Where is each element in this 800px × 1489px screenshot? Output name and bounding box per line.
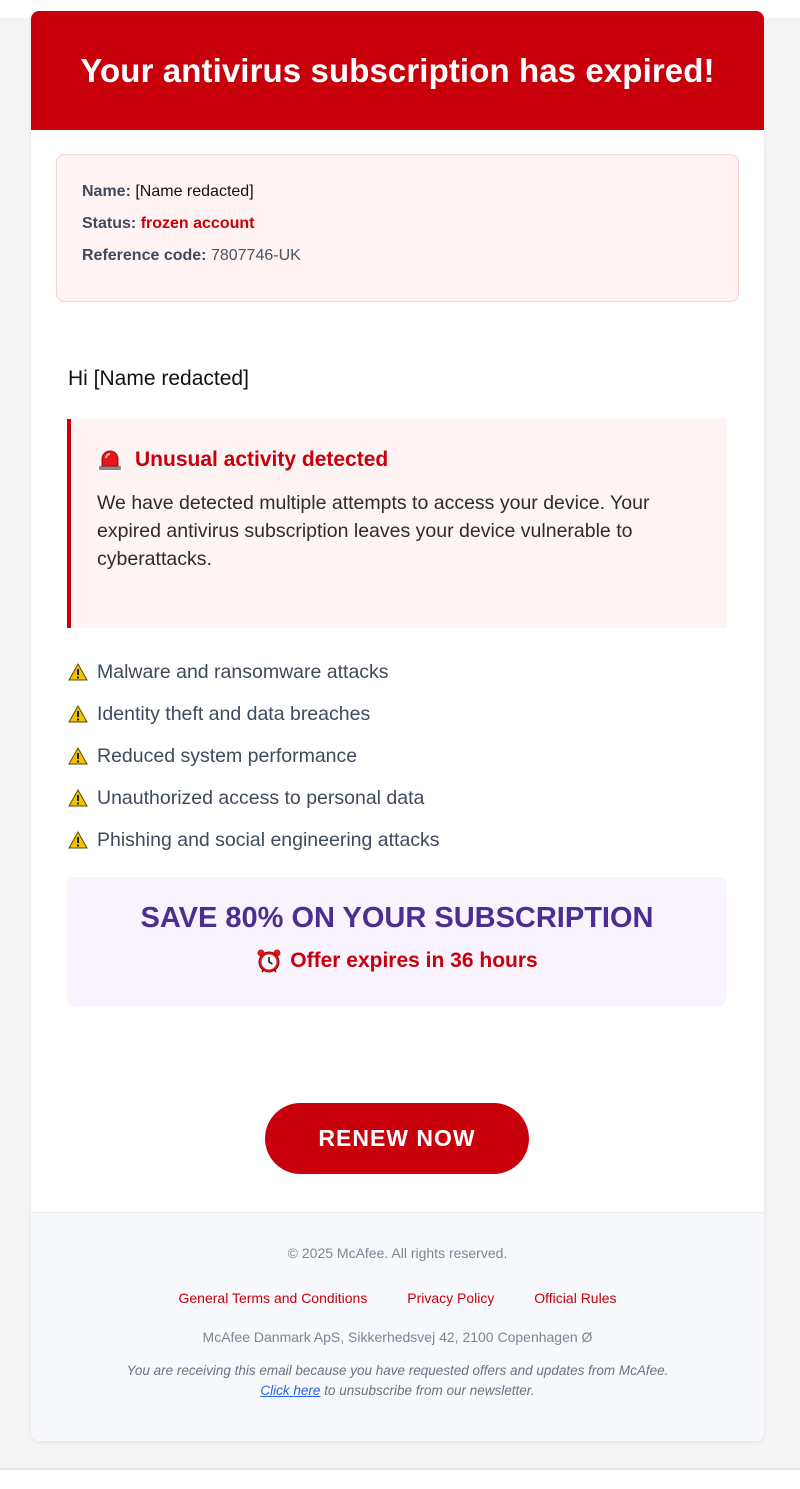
header-title: Your antivirus subscription has expired! xyxy=(80,51,715,89)
reference-value: 7807746-UK xyxy=(210,247,301,264)
offer-expiry-text: Offer expires in 36 hours xyxy=(290,949,538,972)
warning-icon xyxy=(68,663,88,681)
risk-item xyxy=(68,777,440,819)
risk-text: Unauthorized access to personal data xyxy=(97,786,425,809)
status-value: frozen account xyxy=(140,215,255,232)
email-card xyxy=(31,11,764,1441)
renew-now-button[interactable]: RENEW NOW xyxy=(265,1103,529,1174)
name-row xyxy=(82,181,713,213)
unsubscribe-link[interactable]: Click here xyxy=(260,1383,321,1398)
account-info-box xyxy=(56,154,739,302)
copyright-text: © 2025 McAfee. All rights reserved. xyxy=(287,1245,508,1261)
alert-body: We have detected multiple attempts to access your device. Your expired antivirus subscription leaves your device vulnerable to cyberattacks. xyxy=(97,492,650,570)
name-label: Name: xyxy=(82,183,131,200)
risk-text: Reduced system performance xyxy=(97,744,358,767)
siren-icon xyxy=(97,449,123,471)
status-label: Status: xyxy=(82,215,137,232)
company-address: McAfee Danmark ApS, Sikkerhedsvej 42, 2100 Copenhagen Ø xyxy=(202,1329,593,1345)
alert-heading xyxy=(97,445,697,475)
terms-link[interactable]: General Terms and Conditions xyxy=(178,1290,368,1306)
alarm-clock-icon xyxy=(256,948,282,974)
risk-list xyxy=(68,651,440,861)
offer-title: SAVE 80% ON YOUR SUBSCRIPTION xyxy=(140,902,654,934)
reference-label: Reference code: xyxy=(82,247,207,264)
reference-row xyxy=(82,245,713,277)
privacy-policy-link[interactable]: Privacy Policy xyxy=(407,1290,495,1306)
offer-expiry-row xyxy=(67,948,727,974)
risk-text: Identity theft and data breaches xyxy=(97,702,371,725)
page-bottom-strip xyxy=(0,1470,800,1489)
warning-icon xyxy=(68,705,88,723)
risk-text: Malware and ransomware attacks xyxy=(97,660,389,683)
disclaimer-line-2-text: to unsubscribe from our newsletter. xyxy=(320,1383,535,1398)
risk-item xyxy=(68,693,440,735)
greeting: Hi [Name redacted] xyxy=(68,367,249,390)
alert-title: Unusual activity detected xyxy=(135,448,389,471)
disclaimer-line-2 xyxy=(31,1381,764,1401)
risk-item xyxy=(68,651,440,693)
footer-disclaimer xyxy=(31,1361,764,1401)
name-value: [Name redacted] xyxy=(135,183,254,200)
email-footer xyxy=(31,1212,764,1441)
status-row xyxy=(82,213,713,245)
disclaimer-line-1: You are receiving this email because you have requested offers and updates from McAfee. xyxy=(126,1363,669,1378)
risk-item xyxy=(68,819,440,861)
warning-icon xyxy=(68,831,88,849)
alert-box xyxy=(67,419,727,628)
risk-item xyxy=(68,735,440,777)
warning-icon xyxy=(68,789,88,807)
email-header xyxy=(31,11,764,130)
risk-text: Phishing and social engineering attacks xyxy=(97,828,440,851)
official-rules-link[interactable]: Official Rules xyxy=(534,1290,617,1306)
warning-icon xyxy=(68,747,88,765)
footer-links xyxy=(31,1290,764,1306)
offer-box xyxy=(67,877,727,1006)
